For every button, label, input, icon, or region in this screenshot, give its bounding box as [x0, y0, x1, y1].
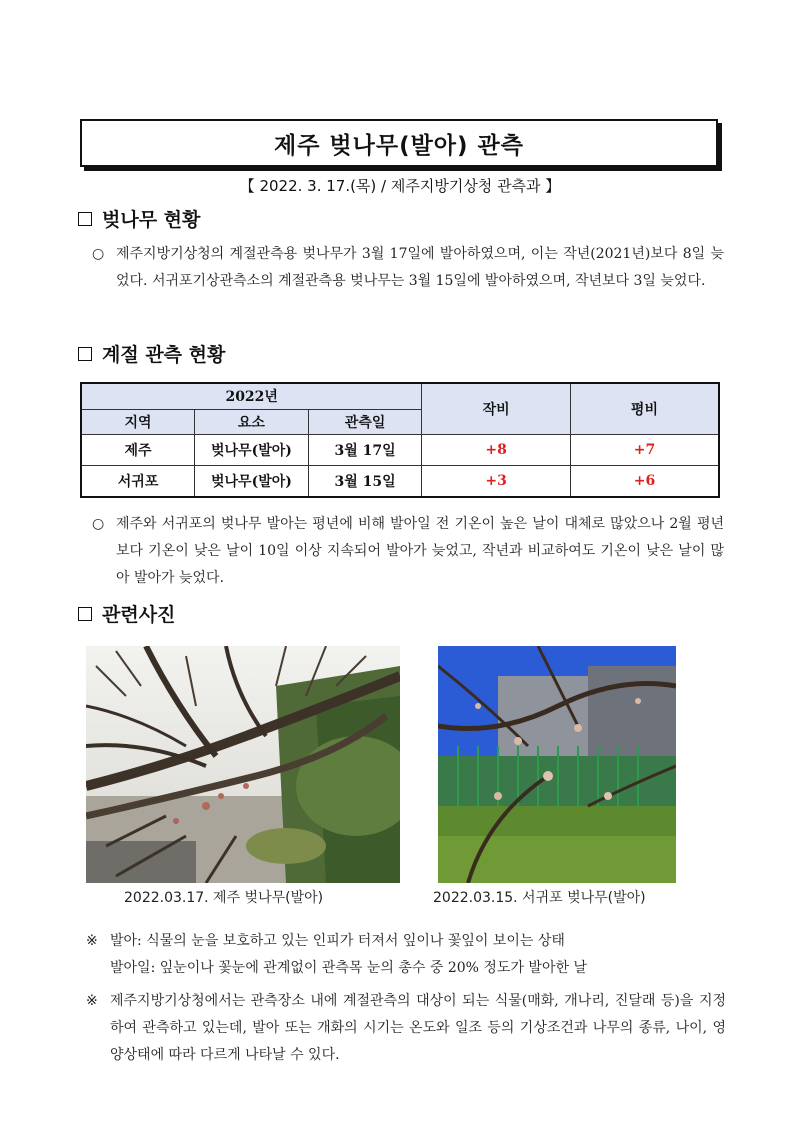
photo-jeju-image [86, 646, 400, 883]
photo-caption-seogwipo: 2022.03.15. 서귀포 벚나무(발아) [433, 890, 646, 906]
page-title: 제주 벚나무(발아) 관측 [273, 132, 524, 159]
table-header-element: 요소 [195, 409, 309, 435]
cell-normal: +7 [570, 435, 719, 466]
circle-bullet-icon: ○ [92, 246, 105, 262]
table-header-region: 지역 [81, 409, 195, 435]
note-definitions [86, 928, 726, 982]
observation-table [80, 382, 720, 498]
cell-region: 서귀포 [81, 466, 195, 498]
note-line: 발아일: 잎눈이나 꽃눈에 관계없이 관측목 눈의 총수 중 20% 정도가 발아한 날 [110, 960, 587, 976]
table-row [81, 466, 719, 498]
reference-mark-icon: ※ [86, 993, 98, 1009]
checkbox-square-icon [78, 607, 92, 621]
cell-element: 벚나무(발아) [195, 435, 309, 466]
cell-date: 3월 15일 [308, 466, 422, 498]
section-heading-text: 벚나무 현황 [102, 209, 201, 231]
cell-normal: +6 [570, 466, 719, 498]
table-group-header: 2022년 [81, 383, 422, 409]
checkbox-square-icon [78, 347, 92, 361]
subtitle: 【 2022. 3. 17.(목) / 제주지방기상청 관측과 】 [239, 177, 561, 195]
photo-caption-jeju: 2022.03.17. 제주 벚나무(발아) [124, 890, 324, 906]
section-heading-seasonal-obs [78, 340, 225, 367]
table-header-normal: 평비 [570, 383, 719, 435]
section-heading-text: 계절 관측 현황 [102, 344, 226, 366]
paragraph-seasonal-analysis [92, 511, 724, 592]
cell-element: 벚나무(발아) [195, 466, 309, 498]
photo-seogwipo-image [438, 646, 676, 883]
section-heading-cherry-status [78, 205, 200, 232]
section-heading-photos [78, 600, 175, 627]
photo-jeju-cherry [86, 646, 400, 883]
paragraph-cherry-status [92, 241, 724, 295]
page-title-box [80, 119, 718, 167]
cell-date: 3월 17일 [308, 435, 422, 466]
circle-bullet-icon: ○ [92, 516, 105, 532]
reference-mark-icon: ※ [86, 933, 98, 949]
note-text: 제주지방기상청에서는 관측장소 내에 계절관측의 대상이 되는 식물(매화, 개나리, 진달래 등)을 지정하여 관측하고 있는데, 발아 또는 개화의 시기는 온도와 일조 등의 기상조건과 나무의 종류, 나이, 영양상태에 따라 다르게 나타날 수 있다. [110, 993, 726, 1063]
cell-region: 제주 [81, 435, 195, 466]
paragraph-text: 제주와 서귀포의 벚나무 발아는 평년에 비해 발아일 전 기온이 높은 날이 대체로 많았으나 2월 평년보다 기온이 낮은 날이 10일 이상 지속되어 발아가 늦었고, 작년과 비교하여도 기온이 낮은 날이 많아 발아가 늦었다. [116, 516, 724, 586]
checkbox-square-icon [78, 212, 92, 226]
table-header-date: 관측일 [308, 409, 422, 435]
note-line: 발아: 식물의 눈을 보호하고 있는 인피가 터져서 잎이나 꽃잎이 보이는 상태 [110, 933, 565, 949]
photo-seogwipo-cherry [438, 646, 676, 883]
note-observation-info [86, 988, 726, 1069]
cell-prev: +8 [422, 435, 571, 466]
section-heading-text: 관련사진 [102, 604, 176, 626]
cell-prev: +3 [422, 466, 571, 498]
paragraph-text: 제주지방기상청의 계절관측용 벚나무가 3월 17일에 발아하였으며, 이는 작년(2021년)보다 8일 늦었다. 서귀포기상관측소의 계절관측용 벚나무는 3월 15일에 발아하였으며, 작년보다 3일 늦었다. [116, 246, 724, 289]
table-header-prev: 작비 [422, 383, 571, 435]
table-row [81, 435, 719, 466]
